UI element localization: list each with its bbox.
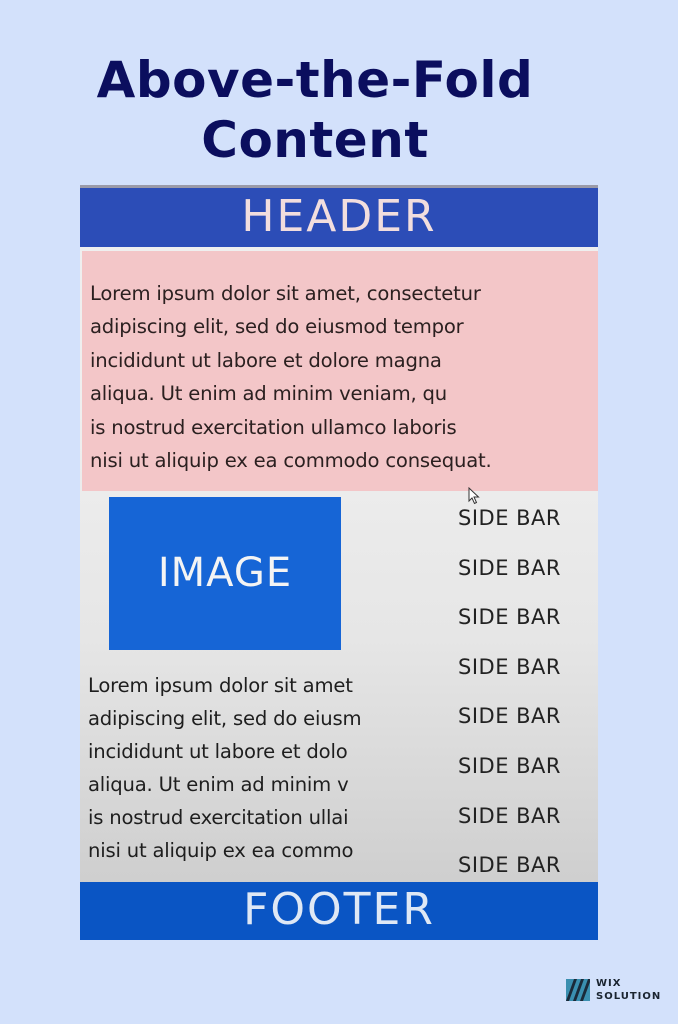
body-line: adipiscing elit, sed do eiusm	[88, 707, 362, 730]
hero-line: incididunt ut labore et dolore magna	[90, 348, 442, 372]
title-line-1: Above-the-Fold	[96, 51, 534, 109]
sidebar-item: SIDE BAR	[458, 555, 562, 580]
body-text-block	[88, 669, 424, 869]
sidebar-item: SIDE BAR	[458, 605, 562, 630]
hero-line: aliqua. Ut enim ad minim veniam, qu	[90, 382, 447, 406]
hero-line: is nostrud exercitation ullamco laboris	[90, 415, 457, 439]
hero-line: adipiscing elit, sed do eiusmod tempor	[90, 315, 464, 339]
body-line: nisi ut aliquip ex ea commo	[88, 839, 354, 862]
logo-text	[596, 977, 661, 1003]
sidebar-list	[458, 501, 588, 898]
sidebar-item: SIDE BAR	[458, 853, 562, 878]
logo-line-1: WIX	[596, 978, 622, 989]
hero-line: Lorem ipsum dolor sit amet, consectetur	[90, 282, 481, 305]
hero-paragraph	[82, 251, 598, 477]
body-line: incididunt ut labore et dolo	[88, 740, 348, 763]
hero-line: nisi ut aliquip ex ea commodo consequat.	[90, 449, 492, 473]
body-line: Lorem ipsum dolor sit amet	[88, 674, 353, 697]
wix-logo-icon	[566, 979, 590, 1001]
image-placeholder: IMAGE	[109, 497, 341, 650]
footer-block: FOOTER	[80, 882, 598, 940]
body-line: aliqua. Ut enim ad minim v	[88, 773, 349, 796]
title-line-2: Content	[201, 111, 429, 169]
page-layout-diagram	[80, 185, 598, 940]
brand-logo	[566, 976, 666, 1004]
sidebar-item: SIDE BAR	[458, 753, 562, 778]
above-fold-text-block	[82, 251, 598, 491]
header-block: HEADER	[80, 185, 598, 247]
body-line: is nostrud exercitation ullai	[88, 806, 349, 829]
page-title	[0, 50, 630, 170]
logo-line-2: SOLUTION	[596, 991, 662, 1002]
sidebar-item: SIDE BAR	[458, 654, 562, 679]
sidebar-item: SIDE BAR	[458, 704, 562, 729]
sidebar-item: SIDE BAR	[458, 506, 562, 530]
sidebar-item: SIDE BAR	[458, 803, 562, 828]
